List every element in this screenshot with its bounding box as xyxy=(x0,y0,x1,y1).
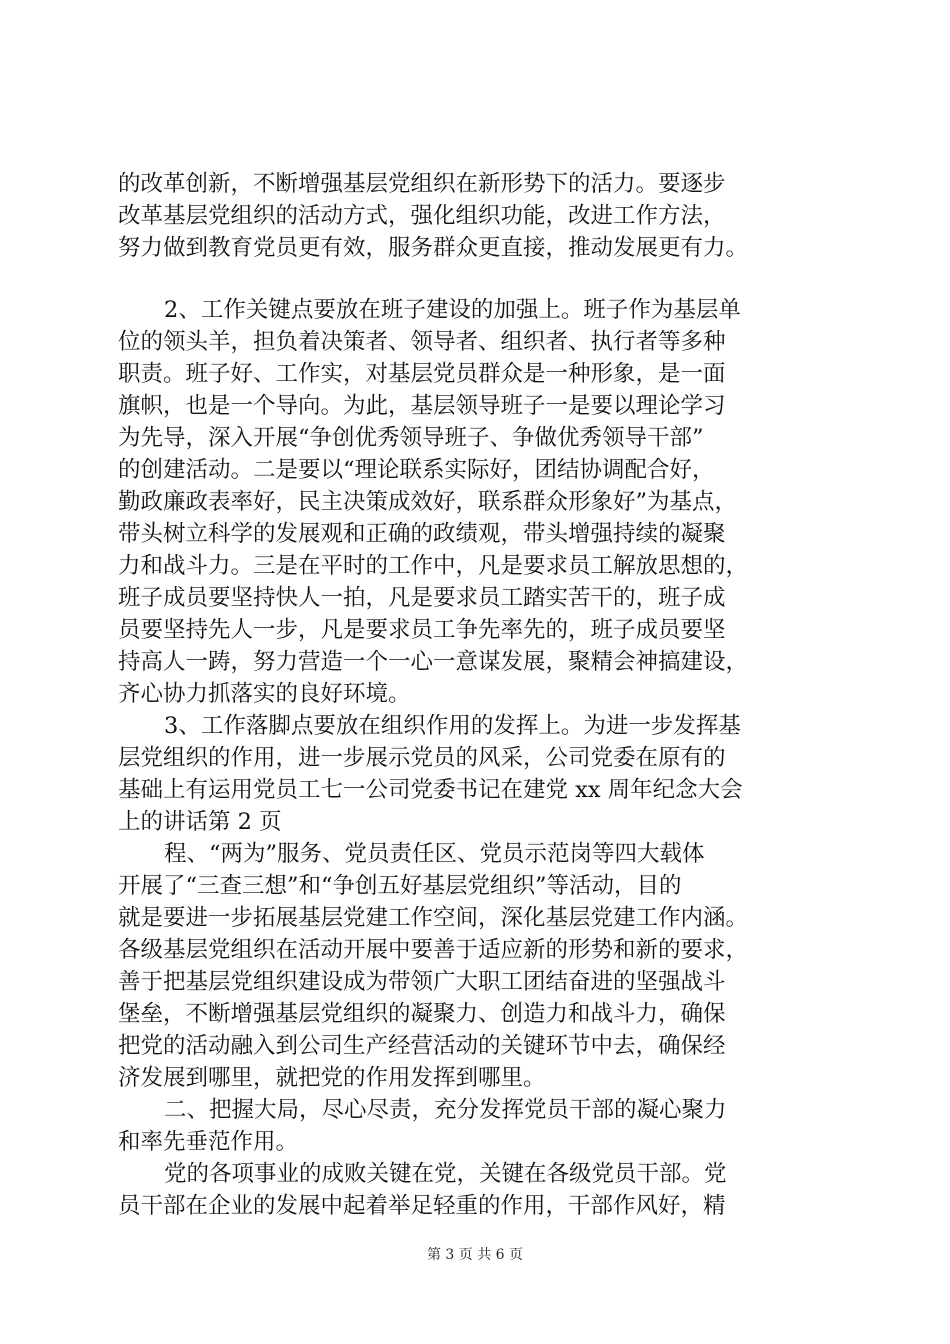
text-line: 班子成员要坚持快人一拍，凡是要求员工踏实苦干的，班子成 xyxy=(118,585,726,611)
text-line: 持高人一踌，努力营造一个一心一意谋发展，聚精会神搞建设， xyxy=(118,649,749,675)
text-line: 为先导，深入开展“争创优秀领导班子、争做优秀领导干部” xyxy=(118,425,704,451)
text-line: 2、工作关键点要放在班子建设的加强上。班子作为基层单 xyxy=(164,297,741,323)
text-line: 改革基层党组织的活动方式，强化组织功能，改进工作方法， xyxy=(118,203,726,229)
text-line: 职责。班子好、工作实，对基层党员群众是一种形象，是一面 xyxy=(118,361,726,387)
text-line: 济发展到哪里，就把党的作用发挥到哪里。 xyxy=(118,1065,546,1091)
text-line: 党的各项事业的成败关键在党，关键在各级党员干部。党 xyxy=(164,1161,727,1187)
text-line: 各级基层党组织在活动开展中要善于适应新的形势和新的要求， xyxy=(118,937,749,963)
text-line: 齐心协力抓落实的良好环境。 xyxy=(118,681,411,707)
text-line: 的创建活动。二是要以“理论联系实际好，团结协调配合好， xyxy=(118,457,715,483)
document-body xyxy=(118,168,858,1222)
text-line: 上的讲话第 2 页 xyxy=(118,809,282,835)
text-line: 二、把握大局，尽心尽责，充分发挥党员干部的凝心聚力 xyxy=(164,1097,727,1123)
text-line: 旗帜，也是一个导向。为此，基层领导班子一是要以理论学习 xyxy=(118,393,726,419)
text-line: 员要坚持先人一步，凡是要求员工争先率先的，班子成员要坚 xyxy=(118,617,726,643)
text-line: 基础上有运用党员工七一公司党委书记在建党 xx 周年纪念大会 xyxy=(118,777,743,803)
text-line: 带头树立科学的发展观和正确的政绩观，带头增强持续的凝聚 xyxy=(118,521,726,547)
text-line: 程、“两为”服务、党员责任区、党员示范岗等四大载体 xyxy=(164,841,705,867)
text-line: 的改革创新，不断增强基层党组织在新形势下的活力。要逐步 xyxy=(118,171,726,197)
text-line: 就是要进一步拓展基层党建工作空间，深化基层党建工作内涵。 xyxy=(118,905,749,931)
text-line: 开展了“三查三想”和“争创五好基层党组织”等活动，目的 xyxy=(118,873,682,899)
text-line: 力和战斗力。三是在平时的工作中，凡是要求员工解放思想的， xyxy=(118,553,749,579)
paragraph-four-carriers xyxy=(118,838,858,1094)
text-line: 层党组织的作用，进一步展示党员的风采，公司党委在原有的 xyxy=(118,745,726,771)
text-line: 堡垒，不断增强基层党组织的凝聚力、创造力和战斗力，确保 xyxy=(118,1001,726,1027)
text-line: 和率先垂范作用。 xyxy=(118,1129,299,1155)
text-line: 努力做到教育党员更有效，服务群众更直接，推动发展更有力。 xyxy=(118,235,749,261)
text-line: 员干部在企业的发展中起着举足轻重的作用，干部作风好，精 xyxy=(118,1193,726,1219)
paragraph-reform-continuation xyxy=(118,168,858,264)
paragraph-spacer xyxy=(118,264,858,294)
paragraph-party-cadres xyxy=(118,1158,858,1222)
page-footer xyxy=(0,1245,950,1265)
text-line: 3、工作落脚点要放在组织作用的发挥上。为进一步发挥基 xyxy=(164,713,741,739)
page-number: 第 3 页 共 6 页 xyxy=(426,1247,524,1263)
text-line: 位的领头羊，担负着决策者、领导者、组织者、执行者等多种 xyxy=(118,329,726,355)
paragraph-organization-role xyxy=(118,710,858,838)
text-line: 把党的活动融入到公司生产经营活动的关键环节中去，确保经 xyxy=(118,1033,726,1059)
text-line: 善于把基层党组织建设成为带领广大职工团结奋进的坚强战斗 xyxy=(118,969,726,995)
text-line: 勤政廉政表率好，民主决策成效好，联系群众形象好”为基点， xyxy=(118,489,738,515)
section-heading-two xyxy=(118,1094,858,1158)
paragraph-team-building xyxy=(118,294,858,710)
